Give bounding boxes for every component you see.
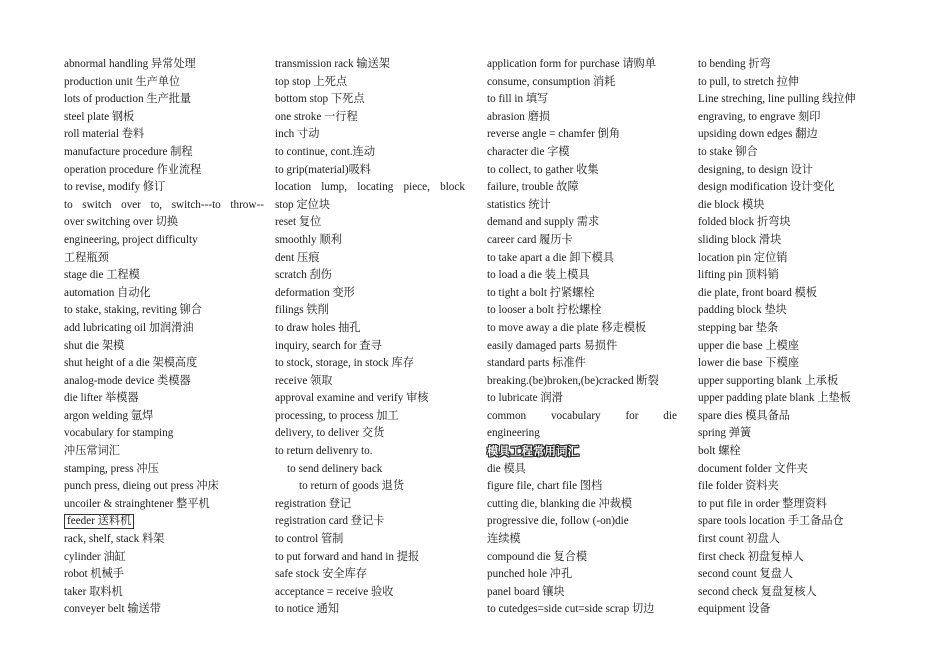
- glossary-entry: to continue, cont.连动: [275, 145, 376, 158]
- section-heading: [487, 443, 677, 461]
- glossary-entry: production unit 生产单位: [64, 75, 181, 88]
- glossary-entry: engineering, project difficulty: [64, 233, 198, 246]
- glossary-entry: lifting pin 顶料销: [698, 269, 779, 282]
- glossary-entry: 冲压常词汇: [64, 445, 120, 458]
- glossary-entry: to move away a die plate 移走模板: [487, 321, 647, 334]
- glossary-entry: manufacture procedure 制程: [64, 145, 193, 158]
- glossary-entry: second check 复盘复核人: [698, 585, 817, 598]
- glossary-entry: demand and supply 需求: [487, 216, 600, 229]
- glossary-column-4: [698, 56, 898, 619]
- glossary-entry: file folder 资料夹: [698, 480, 779, 493]
- glossary-entry: panel board 镶块: [487, 585, 565, 598]
- glossary-entry: character die 字模: [487, 145, 570, 158]
- glossary-entry: robot 机械手: [64, 568, 124, 581]
- glossary-entry: sliding block 滑块: [698, 233, 782, 246]
- glossary-entry: transmission rack 输送架: [275, 58, 390, 70]
- glossary-entry: easily damaged parts 易损件: [487, 339, 618, 352]
- glossary-entry: to tight a bolt 拧紧螺栓: [487, 286, 595, 299]
- glossary-entry: registration 登记: [275, 497, 352, 510]
- glossary-entry: to control 管制: [275, 533, 344, 546]
- entry-word: to: [64, 198, 73, 211]
- glossary-entry: upper supporting blank 上承板: [698, 374, 839, 387]
- entry-word: common: [487, 409, 527, 422]
- glossary-entry: [275, 179, 465, 197]
- glossary-column-3: [487, 56, 677, 619]
- glossary-entry: padding block 垫块: [698, 304, 787, 317]
- glossary-entry: to put file in order 整理资料: [698, 497, 827, 510]
- glossary-entry: compound die 复合模: [487, 550, 588, 563]
- entry-word: to,: [150, 198, 163, 211]
- glossary-entry: reset 复位: [275, 216, 322, 229]
- glossary-entry: designing, to design 设计: [698, 163, 813, 176]
- glossary-entry: to stake 铆合: [698, 145, 758, 158]
- glossary-entry: abnormal handling 异常处理: [64, 58, 196, 70]
- glossary-entry: consume, consumption 消耗: [487, 75, 616, 88]
- glossary-entry: punch press, dieing out press 冲床: [64, 480, 219, 493]
- glossary-entry: rack, shelf, stack 料架: [64, 533, 165, 546]
- glossary-entry: punched hole 冲孔: [487, 568, 573, 581]
- glossary-entry: 连续模: [487, 533, 521, 546]
- glossary-entry: acceptance = receive 验收: [275, 585, 394, 598]
- glossary-entry: to return of goods 退货: [299, 480, 405, 493]
- glossary-entry: to pull, to stretch 拉伸: [698, 75, 799, 88]
- entry-word: over: [121, 198, 141, 211]
- glossary-entry: stage die 工程模: [64, 269, 140, 282]
- glossary-entry: top stop 上死点: [275, 75, 348, 88]
- glossary-entry: shut height of a die 架模高度: [64, 357, 198, 370]
- glossary-entry: to bending 折弯: [698, 58, 771, 70]
- glossary-entry: safe stock 安全库存: [275, 568, 367, 581]
- glossary-entry: to send delinery back: [287, 462, 383, 475]
- glossary-entry: receive 领取: [275, 374, 333, 387]
- glossary-entry: die block 模块: [698, 198, 765, 211]
- glossary-entry: document folder 文件夹: [698, 462, 808, 475]
- glossary-entry: location pin 定位销: [698, 251, 788, 264]
- glossary-entry: steel plate 钢板: [64, 110, 135, 123]
- glossary-entry: to grip(material)吸料: [275, 163, 371, 176]
- glossary-entry: stop 定位块: [275, 198, 331, 211]
- glossary-entry: registration card 登记卡: [275, 515, 385, 528]
- glossary-entry: statistics 统计: [487, 198, 551, 211]
- glossary-entry: to take apart a die 卸下模具: [487, 251, 615, 264]
- glossary-entry: die lifter 举模器: [64, 392, 139, 405]
- entry-word: switch---to: [171, 198, 221, 211]
- glossary-entry: design modification 设计变化: [698, 181, 835, 194]
- glossary-entry: spare tools location 手工备品仓: [698, 515, 844, 528]
- glossary-column-2: [275, 56, 465, 619]
- glossary-entry: [64, 197, 264, 215]
- glossary-entry: application form for purchase 请购单: [487, 58, 657, 70]
- glossary-entry: scratch 刮伤: [275, 269, 332, 282]
- glossary-entry: to return delivenry to.: [275, 445, 373, 458]
- glossary-entry: to stake, staking, reviting 铆合: [64, 304, 202, 317]
- entry-word: die: [663, 409, 677, 422]
- glossary-entry: standard parts 标准件: [487, 357, 586, 370]
- glossary-entry: analog-mode device 类模器: [64, 374, 191, 387]
- glossary-entry: one stroke 一行程: [275, 110, 358, 123]
- glossary-entry: operation procedure 作业流程: [64, 163, 202, 176]
- glossary-entry: to fill in 填写: [487, 93, 549, 106]
- glossary-entry: cylinder 油缸: [64, 550, 126, 563]
- glossary-entry: smoothly 顺利: [275, 233, 342, 246]
- glossary-entry: reverse angle = chamfer 倒角: [487, 128, 621, 141]
- glossary-entry: roll material 卷料: [64, 128, 145, 141]
- selected-entry-box: feeder 送料机: [64, 514, 134, 529]
- glossary-entry: to lubricate 润滑: [487, 392, 563, 405]
- glossary-entry: to stock, storage, in stock 库存: [275, 357, 414, 370]
- glossary-entry: cutting die, blanking die 冲裁模: [487, 497, 633, 510]
- glossary-entry: upper padding plate blank 上垫板: [698, 392, 851, 405]
- glossary-entry: to put forward and hand in 提报: [275, 550, 420, 563]
- glossary-column-1: [64, 56, 264, 619]
- entry-word: location: [275, 181, 312, 194]
- entry-word: block: [440, 181, 465, 194]
- glossary-entry: processing, to process 加工: [275, 409, 399, 422]
- entry-word: switch: [82, 198, 112, 211]
- glossary-entry: inch 寸动: [275, 128, 320, 141]
- glossary-entry: conveyer belt 输送带: [64, 603, 161, 616]
- glossary-entry: lower die base 下模座: [698, 357, 799, 370]
- glossary-entry: spring 弹簧: [698, 427, 752, 440]
- glossary-entry: engraving, to engrave 刻印: [698, 110, 821, 123]
- glossary-entry: bottom stop 下死点: [275, 93, 365, 106]
- glossary-entry: failure, trouble 故障: [487, 181, 579, 194]
- glossary-entry: 工程瓶颈: [64, 251, 109, 264]
- entry-word: throw--: [230, 198, 264, 211]
- glossary-entry: breaking.(be)broken,(be)cracked 断裂: [487, 374, 659, 387]
- glossary-entry: engineering: [487, 427, 540, 440]
- glossary-entry: shut die 架模: [64, 339, 125, 352]
- glossary-entry: vocabulary for stamping: [64, 427, 174, 440]
- glossary-entry: to collect, to gather 收集: [487, 163, 599, 176]
- glossary-entry: uncoiler & strainghtener 整平机: [64, 497, 210, 510]
- glossary-entry: figure file, chart file 图档: [487, 480, 603, 493]
- glossary-entry: stamping, press 冲压: [64, 462, 159, 475]
- glossary-entry: over switching over 切换: [64, 216, 179, 229]
- glossary-entry: stepping bar 垫条: [698, 321, 779, 334]
- glossary-entry: Line streching, line pulling 线拉伸: [698, 93, 856, 106]
- glossary-entry: add lubricating oil 加润滑油: [64, 321, 194, 334]
- glossary-entry: [64, 513, 264, 531]
- glossary-entry: first check 初盘复棹人: [698, 550, 804, 563]
- glossary-entry: approval examine and verify 审核: [275, 392, 429, 405]
- glossary-entry: die plate, front board 模板: [698, 286, 817, 299]
- glossary-entry: upper die base 上模座: [698, 339, 799, 352]
- section-heading-text: 模具工程常用词汇: [487, 444, 579, 459]
- glossary-entry: progressive die, follow (-on)die: [487, 515, 629, 528]
- glossary-entry: taker 取料机: [64, 585, 123, 598]
- glossary-entry: to draw holes 抽孔: [275, 321, 361, 334]
- glossary-entry: career card 履历卡: [487, 233, 573, 246]
- glossary-entry: first count 初盘人: [698, 533, 781, 546]
- glossary-entry: to cutedges=side cut=side scrap 切边: [487, 603, 655, 616]
- glossary-entry: filings 铁削: [275, 304, 329, 317]
- glossary-entry: abrasion 磨损: [487, 110, 551, 123]
- glossary-entry: inquiry, search for 查寻: [275, 339, 382, 352]
- entry-word: lump,: [321, 181, 348, 194]
- glossary-entry: lots of production 生产批量: [64, 93, 192, 106]
- glossary-entry: to looser a bolt 拧松螺栓: [487, 304, 602, 317]
- glossary-entry: delivery, to deliver 交货: [275, 427, 385, 440]
- glossary-entry: upsiding down edges 翻边: [698, 128, 818, 141]
- entry-word: locating: [357, 181, 394, 194]
- glossary-entry: to notice 通知: [275, 603, 340, 616]
- glossary-entry: deformation 变形: [275, 286, 355, 299]
- entry-word: piece,: [403, 181, 430, 194]
- glossary-entry: automation 自动化: [64, 286, 151, 299]
- glossary-entry: to revise, modify 修订: [64, 181, 166, 194]
- glossary-entry: argon welding 氩焊: [64, 409, 154, 422]
- glossary-entry: folded block 折弯块: [698, 216, 791, 229]
- glossary-entry: die 模具: [487, 462, 526, 475]
- entry-word: vocabulary: [550, 409, 601, 422]
- glossary-entry: bolt 螺栓: [698, 445, 741, 458]
- glossary-entry: to load a die 装上模具: [487, 269, 590, 282]
- glossary-entry: dent 压痕: [275, 251, 320, 264]
- glossary-entry: equipment 设备: [698, 603, 771, 616]
- glossary-entry: spare dies 模具备品: [698, 409, 790, 422]
- glossary-entry: second count 复盘人: [698, 568, 794, 581]
- entry-word: for: [625, 409, 639, 422]
- glossary-entry: [487, 408, 677, 426]
